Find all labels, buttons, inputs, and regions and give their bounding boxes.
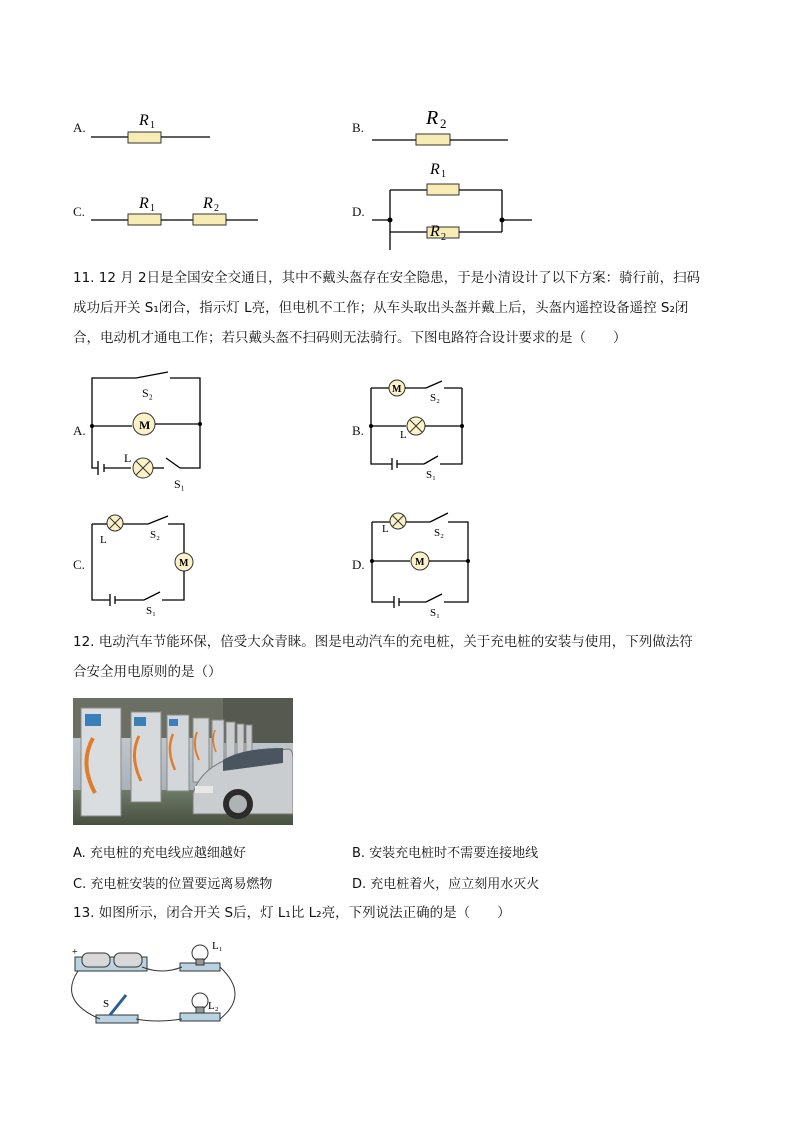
q11-line-1: 11. 12 月 2日是全国安全交通日，其中不戴头盔存在安全隐患，于是小清设计了以下方案：骑行前，扫码 bbox=[73, 270, 701, 286]
q13-question bbox=[73, 898, 733, 928]
q10-diagram-d bbox=[370, 150, 540, 250]
s2-label: S₂ bbox=[150, 529, 160, 541]
q10-diagram-c bbox=[88, 188, 263, 233]
q12-line-2: 合安全用电原则的是（） bbox=[73, 664, 222, 680]
lamp-label: L bbox=[400, 429, 407, 441]
q12-option-c: C. 充电桩安装的位置要远离易燃物 bbox=[73, 877, 273, 892]
l1-label: L₁ bbox=[212, 940, 223, 952]
q11-option-c-label: C. bbox=[73, 557, 85, 572]
resistor-r1 bbox=[427, 184, 459, 195]
q11-option-b-label: B. bbox=[352, 423, 364, 438]
motor-label: M bbox=[179, 558, 189, 569]
l2-label: L₂ bbox=[208, 1000, 219, 1012]
lamp-label: L bbox=[124, 451, 132, 465]
plus-label: + bbox=[72, 947, 78, 958]
battery-icon bbox=[82, 953, 110, 967]
q12-option-d: D. 充电桩着火，应立刻用水灭火 bbox=[352, 877, 540, 892]
r2-label: R bbox=[430, 223, 440, 240]
switch-base bbox=[96, 1015, 138, 1023]
q11-line-2: 成功后开关 S₁闭合，指示灯 L亮，但电机不工作；从车头取出头盔并戴上后，头盔内遥控设备遥控 S₂闭 bbox=[73, 300, 689, 316]
q11-circuit-a bbox=[86, 370, 216, 495]
r2-sub: 2 bbox=[441, 232, 446, 243]
q11-option-d-label: D. bbox=[352, 557, 365, 572]
q11-question bbox=[73, 263, 733, 353]
s2-label: S₂ bbox=[430, 392, 440, 404]
q11-option-a-label: A. bbox=[73, 423, 86, 438]
s2-label: S₂ bbox=[434, 527, 444, 539]
r1-sub: 1 bbox=[150, 120, 155, 131]
s1-label: S₁ bbox=[426, 469, 436, 481]
r1-sub: 1 bbox=[150, 203, 155, 214]
motor-label: M bbox=[139, 418, 151, 432]
s1-label: S₁ bbox=[146, 605, 156, 617]
s1-label: S₁ bbox=[174, 477, 185, 491]
r2-sub: 2 bbox=[214, 203, 219, 214]
switch-lever-icon bbox=[110, 995, 126, 1015]
motor-label: M bbox=[392, 384, 402, 395]
r2-sub: 2 bbox=[440, 116, 447, 131]
q12-line-1: 12. 电动汽车节能环保，倍受大众青睐。图是电动汽车的充电桩，关于充电桩的安装与使用，下列做法符 bbox=[73, 634, 693, 650]
s-label: S bbox=[103, 998, 110, 1010]
q11-circuit-b bbox=[366, 374, 476, 484]
lamp-label: L bbox=[382, 523, 389, 535]
q13-circuit-illustration bbox=[70, 935, 245, 1030]
charging-station-photo bbox=[73, 698, 293, 825]
q12-option-b: B. 安装充电桩时不需要连接地线 bbox=[352, 846, 539, 861]
q10-option-c-label: C. bbox=[73, 204, 85, 219]
resistor-r2 bbox=[416, 134, 450, 145]
r1-label: R bbox=[139, 195, 149, 212]
s1-label: S₁ bbox=[430, 607, 440, 618]
q12-question bbox=[73, 627, 733, 687]
r2-label: R bbox=[203, 195, 213, 212]
q11-circuit-d bbox=[366, 508, 476, 618]
r2-label: R bbox=[426, 107, 439, 129]
r1-label: R bbox=[139, 112, 149, 129]
q11-line-3: 合，电动机才通电工作；若只戴头盔不扫码则无法骑行。下图电路符合设计要求的是（ ） bbox=[73, 330, 627, 346]
q10-diagram-b bbox=[370, 98, 520, 148]
q10-diagram-a bbox=[88, 100, 218, 150]
resistor-r2 bbox=[193, 214, 226, 225]
motor-label: M bbox=[415, 557, 425, 568]
q12-option-a: A. 充电桩的充电线应越细越好 bbox=[73, 846, 246, 861]
r1-sub: 1 bbox=[441, 169, 446, 180]
q13-line-1: 13. 如图所示，闭合开关 S后，灯 L₁比 L₂亮，下列说法正确的是（ ） bbox=[73, 905, 511, 921]
r1-label: R bbox=[430, 161, 440, 178]
battery-icon bbox=[114, 953, 142, 967]
q10-option-b-label: B. bbox=[352, 120, 364, 135]
s2-label: S₂ bbox=[142, 386, 153, 400]
q11-circuit-c bbox=[88, 510, 203, 620]
q10-option-d-label: D. bbox=[352, 204, 365, 219]
resistor-r1 bbox=[128, 132, 161, 143]
resistor-r1 bbox=[128, 214, 161, 225]
lamp-label: L bbox=[100, 534, 107, 546]
q10-option-a-label: A. bbox=[73, 120, 86, 135]
